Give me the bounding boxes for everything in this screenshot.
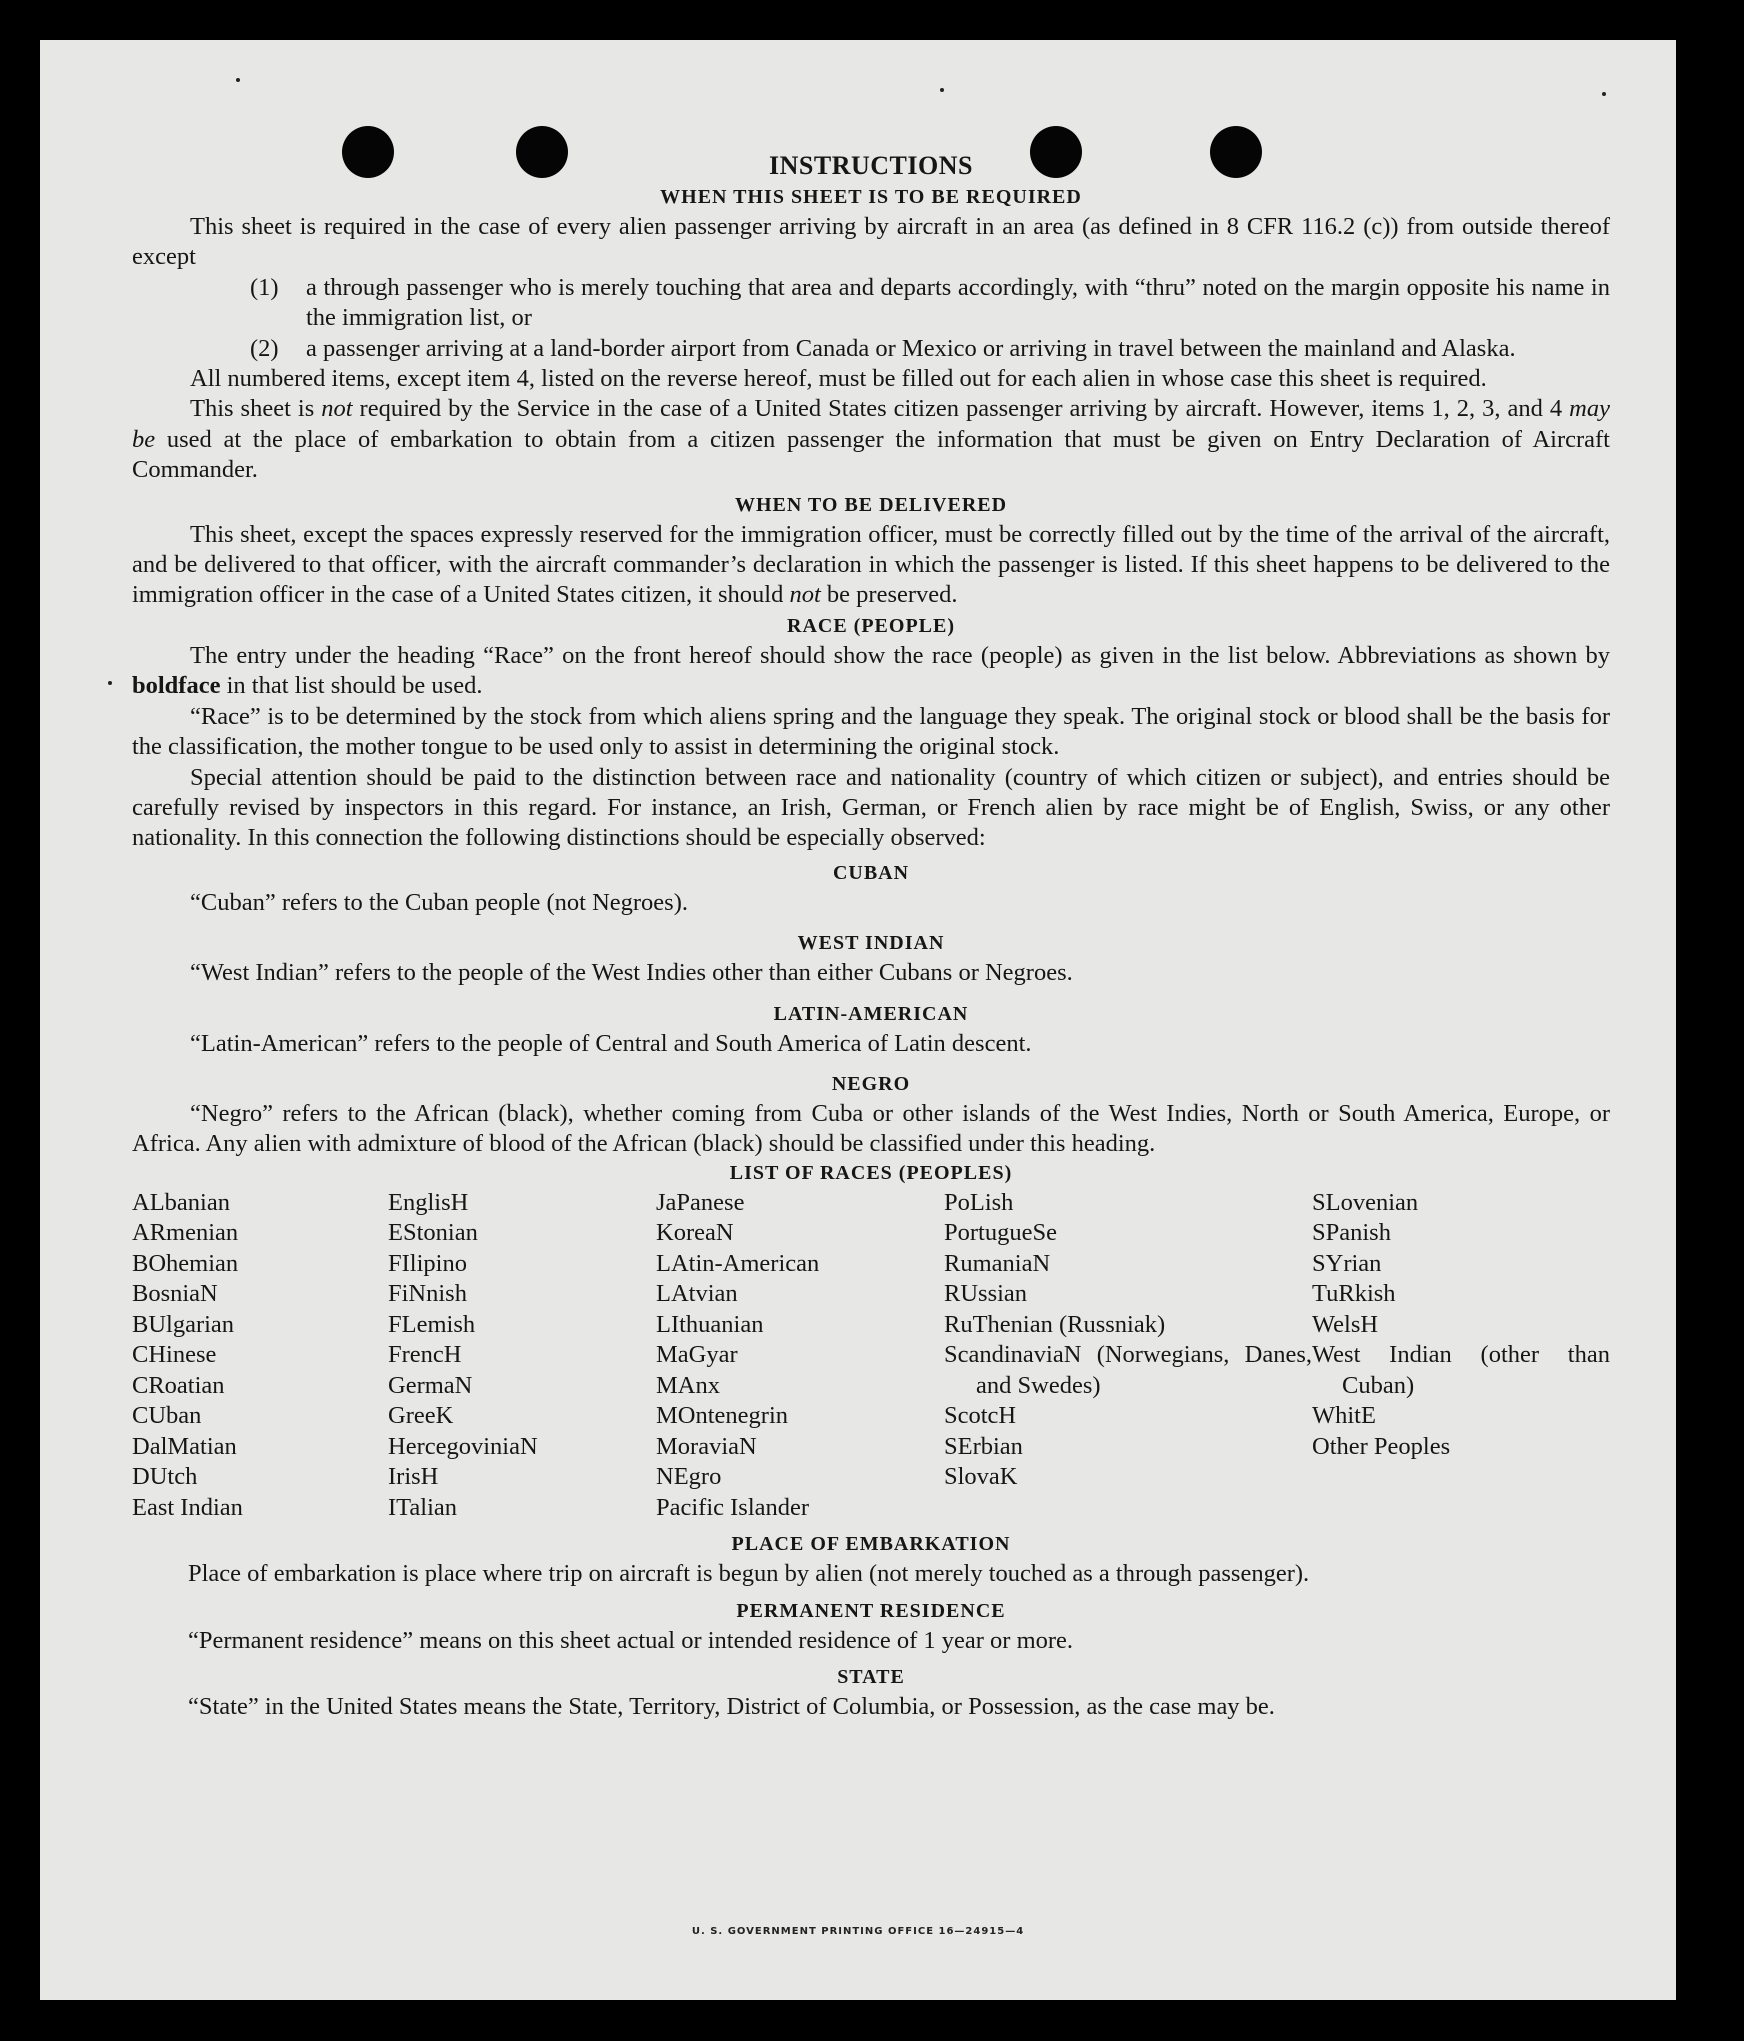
- race-entry: FrencH: [388, 1341, 462, 1369]
- race-column: [132, 1188, 388, 1524]
- race-entry: ScandinaviaN (Norwegians, Danes, and Swedes): [944, 1341, 1312, 1399]
- paragraph: [132, 520, 1610, 611]
- race-entry: PortugueSe: [944, 1219, 1057, 1247]
- race-entry: JaPanese: [656, 1188, 745, 1216]
- text-run: be preserved.: [820, 581, 958, 609]
- race-entry: RUssian: [944, 1280, 1028, 1308]
- race-list: [132, 1188, 1610, 1524]
- item-text: a through passenger who is merely touching that area and departs accordingly, with “thru” noted on the margin opposite his name in the immigration list, or: [306, 273, 1610, 332]
- race-entry: LAtvian: [656, 1280, 738, 1308]
- bold-text: boldface: [132, 672, 221, 700]
- race-column: [388, 1188, 656, 1524]
- text-run: required by the Service in the case of a United States citizen passenger arriving by aircraft. However, items 1, 2, 3, and 4: [352, 395, 1570, 423]
- section-heading-race: RACE (PEOPLE): [787, 614, 955, 637]
- race-entry: LAtin-American: [656, 1249, 820, 1277]
- section-heading-latin-american: LATIN-AMERICAN: [773, 1002, 969, 1025]
- race-entry: EStonian: [388, 1219, 478, 1247]
- race-entry: MAnx: [656, 1371, 720, 1399]
- race-entry: EnglisH: [388, 1188, 469, 1216]
- section-heading-list-of-races: LIST OF RACES (PEOPLES): [729, 1161, 1013, 1184]
- race-entry: KoreaN: [656, 1219, 734, 1247]
- race-entry: MaGyar: [656, 1341, 738, 1369]
- race-column: [656, 1188, 944, 1524]
- race-entry: Other Peoples: [1312, 1432, 1451, 1460]
- race-entry: IrisH: [388, 1463, 439, 1491]
- race-entry: TuRkish: [1312, 1280, 1396, 1308]
- instructions-content: [132, 150, 1610, 1722]
- race-entry: SErbian: [944, 1432, 1023, 1460]
- race-entry: MOntenegrin: [656, 1402, 788, 1430]
- text-run: used at the place of embarkation to obtain from a citizen passenger the information that must be given on Entry Declaration of Aircraft Commander.: [132, 425, 1610, 484]
- section-heading-state: STATE: [837, 1666, 905, 1689]
- race-entry: FLemish: [388, 1310, 476, 1338]
- form-sheet: [40, 40, 1676, 2000]
- race-entry: SlovaK: [944, 1463, 1018, 1491]
- race-entry: BUlgarian: [132, 1310, 235, 1338]
- emphasis: not: [789, 581, 821, 609]
- section-heading-delivered: WHEN TO BE DELIVERED: [734, 493, 1008, 516]
- race-entry: WelsH: [1312, 1310, 1379, 1338]
- emphasis: not: [321, 395, 353, 423]
- speck: [1602, 92, 1606, 96]
- race-entry: ARmenian: [132, 1219, 239, 1247]
- page-title: INSTRUCTIONS: [769, 151, 973, 180]
- race-entry: LIthuanian: [656, 1310, 764, 1338]
- paragraph: This sheet is required in the case of every alien passenger arriving by aircraft in an area (as defined in 8 CFR 116.2 (c)) from outside thereof except: [132, 213, 1610, 271]
- section-heading-required: WHEN THIS SHEET IS TO BE REQUIRED: [660, 186, 1082, 208]
- race-entry: CRoatian: [132, 1371, 225, 1399]
- race-column: [944, 1188, 1312, 1524]
- paragraph: “Permanent residence” means on this sheet actual or intended residence of 1 year or more.: [188, 1626, 1074, 1654]
- list-item: [250, 334, 1610, 364]
- text-run: The entry under the heading “Race” on the front hereof should show the race (people) as given in the list below. Abbreviations as shown by: [190, 641, 1610, 669]
- race-entry: NEgro: [656, 1463, 722, 1491]
- paragraph: “Cuban” refers to the Cuban people (not Negroes).: [190, 888, 688, 916]
- printer-imprint: U. S. GOVERNMENT PRINTING OFFICE 16—24915—4: [691, 1926, 1025, 1937]
- race-entry: ALbanian: [132, 1188, 230, 1216]
- race-entry: SYrian: [1312, 1249, 1382, 1277]
- text-run: in that list should be used.: [220, 672, 483, 700]
- paragraph: “State” in the United States means the State, Territory, District of Columbia, or Possession, as the case may be.: [188, 1693, 1275, 1721]
- race-entry: FiNnish: [388, 1280, 467, 1308]
- section-heading-residence: PERMANENT RESIDENCE: [736, 1599, 1006, 1622]
- race-entry: West Indian (other than Cuban): [1312, 1341, 1610, 1399]
- paragraph: “West Indian” refers to the people of the West Indies other than either Cubans or Negroes.: [190, 959, 1073, 987]
- race-entry: DalMatian: [132, 1432, 237, 1460]
- speck: [236, 78, 240, 82]
- speck: [108, 681, 112, 685]
- race-entry: RumaniaN: [944, 1249, 1051, 1277]
- race-entry: FIlipino: [388, 1249, 467, 1277]
- race-entry: GreeK: [388, 1402, 454, 1430]
- text-run: This sheet is: [190, 395, 322, 423]
- paragraph: [132, 394, 1610, 485]
- section-heading-cuban: CUBAN: [832, 861, 910, 884]
- section-heading-negro: NEGRO: [831, 1072, 911, 1095]
- text-run: This sheet, except the spaces expressly reserved for the immigration officer, must be correctly filled out by the time of the arrival of the aircraft, and be delivered to that officer, with the aircraft commander’s declaration in which the passenger is listed. If this sheet happens to be delivered to the immigration officer in the case of a United States citizen, it should: [132, 520, 1610, 609]
- race-entry: DUtch: [132, 1463, 198, 1491]
- race-entry: BosniaN: [132, 1280, 218, 1308]
- race-column: [1312, 1188, 1610, 1524]
- race-entry: WhitE: [1312, 1402, 1376, 1430]
- speck: [940, 88, 944, 92]
- item-number: (1): [250, 273, 279, 301]
- race-entry: PoLish: [944, 1188, 1014, 1216]
- race-entry: CHinese: [132, 1341, 217, 1369]
- race-entry: RuThenian (Russniak): [944, 1310, 1166, 1338]
- section-heading-embarkation: PLACE OF EMBARKATION: [731, 1533, 1011, 1556]
- race-entry: East Indian: [132, 1493, 243, 1521]
- race-entry: GermaN: [388, 1371, 473, 1399]
- paragraph: [132, 641, 1610, 702]
- race-entry: ScotcH: [944, 1402, 1017, 1430]
- race-entry: HercegoviniaN: [388, 1432, 538, 1460]
- paragraph: All numbered items, except item 4, listed on the reverse hereof, must be filled out for each alien in whose case this sheet is required.: [190, 365, 1487, 393]
- paragraph: “Race” is to be determined by the stock from which aliens spring and the language they speak. The original stock or blood shall be the basis for the classification, the mother tongue to be used only to assist in determining the original stock.: [132, 702, 1610, 761]
- race-entry: SLovenian: [1312, 1188, 1419, 1216]
- emphasis: may be: [132, 395, 1610, 453]
- race-entry: Pacific Islander: [656, 1493, 810, 1521]
- list-item: [250, 273, 1610, 334]
- paragraph: “Latin-American” refers to the people of Central and South America of Latin descent.: [190, 1029, 1032, 1057]
- paragraph: Place of embarkation is place where trip on aircraft is begun by alien (not merely touched as a through passenger).: [188, 1560, 1310, 1588]
- race-entry: CUban: [132, 1402, 202, 1430]
- paragraph: “Negro” refers to the African (black), whether coming from Cuba or other islands of the West Indies, North or South America, Europe, or Africa. Any alien with admixture of blood of the African (black) should be classified under this heading.: [132, 1099, 1610, 1158]
- race-entry: ITalian: [388, 1493, 458, 1521]
- item-text: a passenger arriving at a land-border airport from Canada or Mexico or arriving in travel between the mainland and Alaska.: [306, 334, 1516, 362]
- item-number: (2): [250, 334, 279, 362]
- section-heading-west-indian: WEST INDIAN: [797, 932, 945, 955]
- race-entry: MoraviaN: [656, 1432, 757, 1460]
- race-entry: BOhemian: [132, 1249, 239, 1277]
- race-entry: SPanish: [1312, 1219, 1391, 1247]
- paragraph: Special attention should be paid to the distinction between race and nationality (country of which citizen or subject), and entries should be carefully revised by inspectors in this regard. For instance, an Irish, German, or French alien by race might be of English, Swiss, or any other nationality. In this connection the following distinctions should be especially observed:: [132, 763, 1610, 852]
